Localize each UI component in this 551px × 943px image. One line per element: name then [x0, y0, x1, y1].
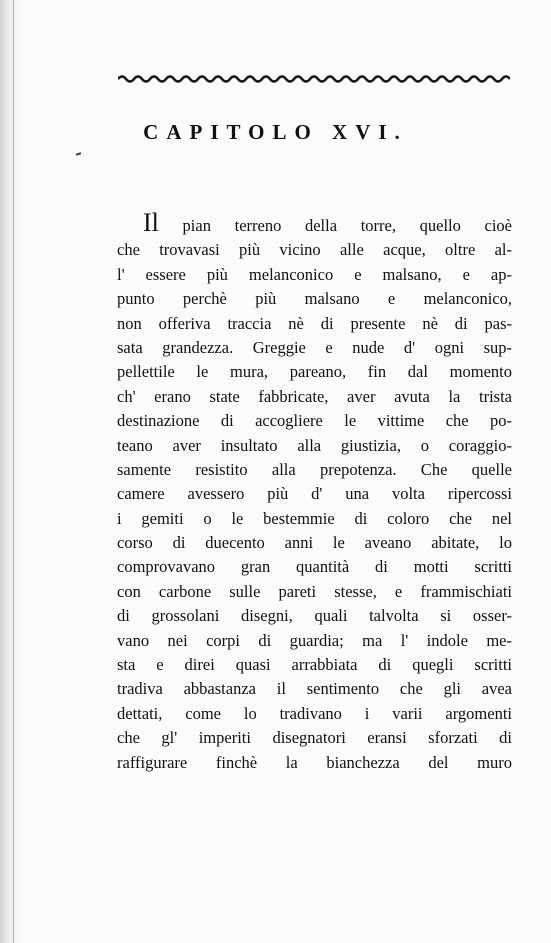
- paragraph-line: che trovavasi più vicino alle acque, oltre al-: [117, 240, 512, 260]
- paragraph-line: corso di duecento anni le aveano abitate, lo: [117, 533, 512, 553]
- paragraph-line: dettati, come lo tradivano i varii argomenti: [117, 703, 512, 723]
- paragraph-line: l' essere più melanconico e malsano, e ap-: [117, 264, 512, 284]
- initial-word: Il: [143, 208, 159, 237]
- paragraph-line: destinazione di accogliere le vittime che po-: [117, 411, 512, 431]
- paragraph-line: comprovavano gran quantità di motti scritti: [117, 557, 512, 577]
- paragraph-line: i gemiti o le bestemmie di coloro che nel: [117, 508, 512, 528]
- paragraph-line: che gl' imperiti disegnatori eransi sforzati di: [117, 728, 512, 748]
- paragraph-line: teano aver insultato alla giustizia, o coraggio-: [117, 435, 512, 455]
- decorative-rule-ornament: [118, 72, 510, 86]
- paragraph-line-last: raffigurare finchè la bianchezza del muro: [117, 752, 512, 772]
- first-line-text: pian terreno della torre, quello cioè: [182, 216, 512, 235]
- paragraph-line: tradiva abbastanza il sentimento che gli avea: [117, 679, 512, 699]
- paragraph-line: ch' erano state fabbricate, aver avuta la trista: [117, 386, 512, 406]
- paragraph-line: camere avessero più d' una volta ripercossi: [117, 484, 512, 504]
- paragraph-line: samente resistito alla prepotenza. Che quelle: [117, 459, 512, 479]
- paragraph-line: di grossolani disegni, quali talvolta si osser-: [117, 606, 512, 626]
- stray-ink-mark: [76, 152, 81, 156]
- paragraph-line-first: [117, 208, 512, 238]
- paragraph-line: sata grandezza. Greggie e nude d' ogni sup-: [117, 337, 512, 357]
- chapter-paragraph: [117, 208, 512, 775]
- paragraph-line: pellettile le mura, pareano, fin dal momento: [117, 362, 512, 382]
- paragraph-line: vano nei corpi di guardia; ma l' indole me-: [117, 630, 512, 650]
- paragraph-line: non offeriva traccia nè di presente nè di pas-: [117, 313, 512, 333]
- paragraph-line: sta e direi quasi arrabbiata di quegli scritti: [117, 655, 512, 675]
- paragraph-line: punto perchè più malsano e melanconico,: [117, 289, 512, 309]
- chapter-heading: CAPITOLO XVI.: [143, 120, 408, 144]
- paragraph-line: con carbone sulle pareti stesse, e frammischiati: [117, 581, 512, 601]
